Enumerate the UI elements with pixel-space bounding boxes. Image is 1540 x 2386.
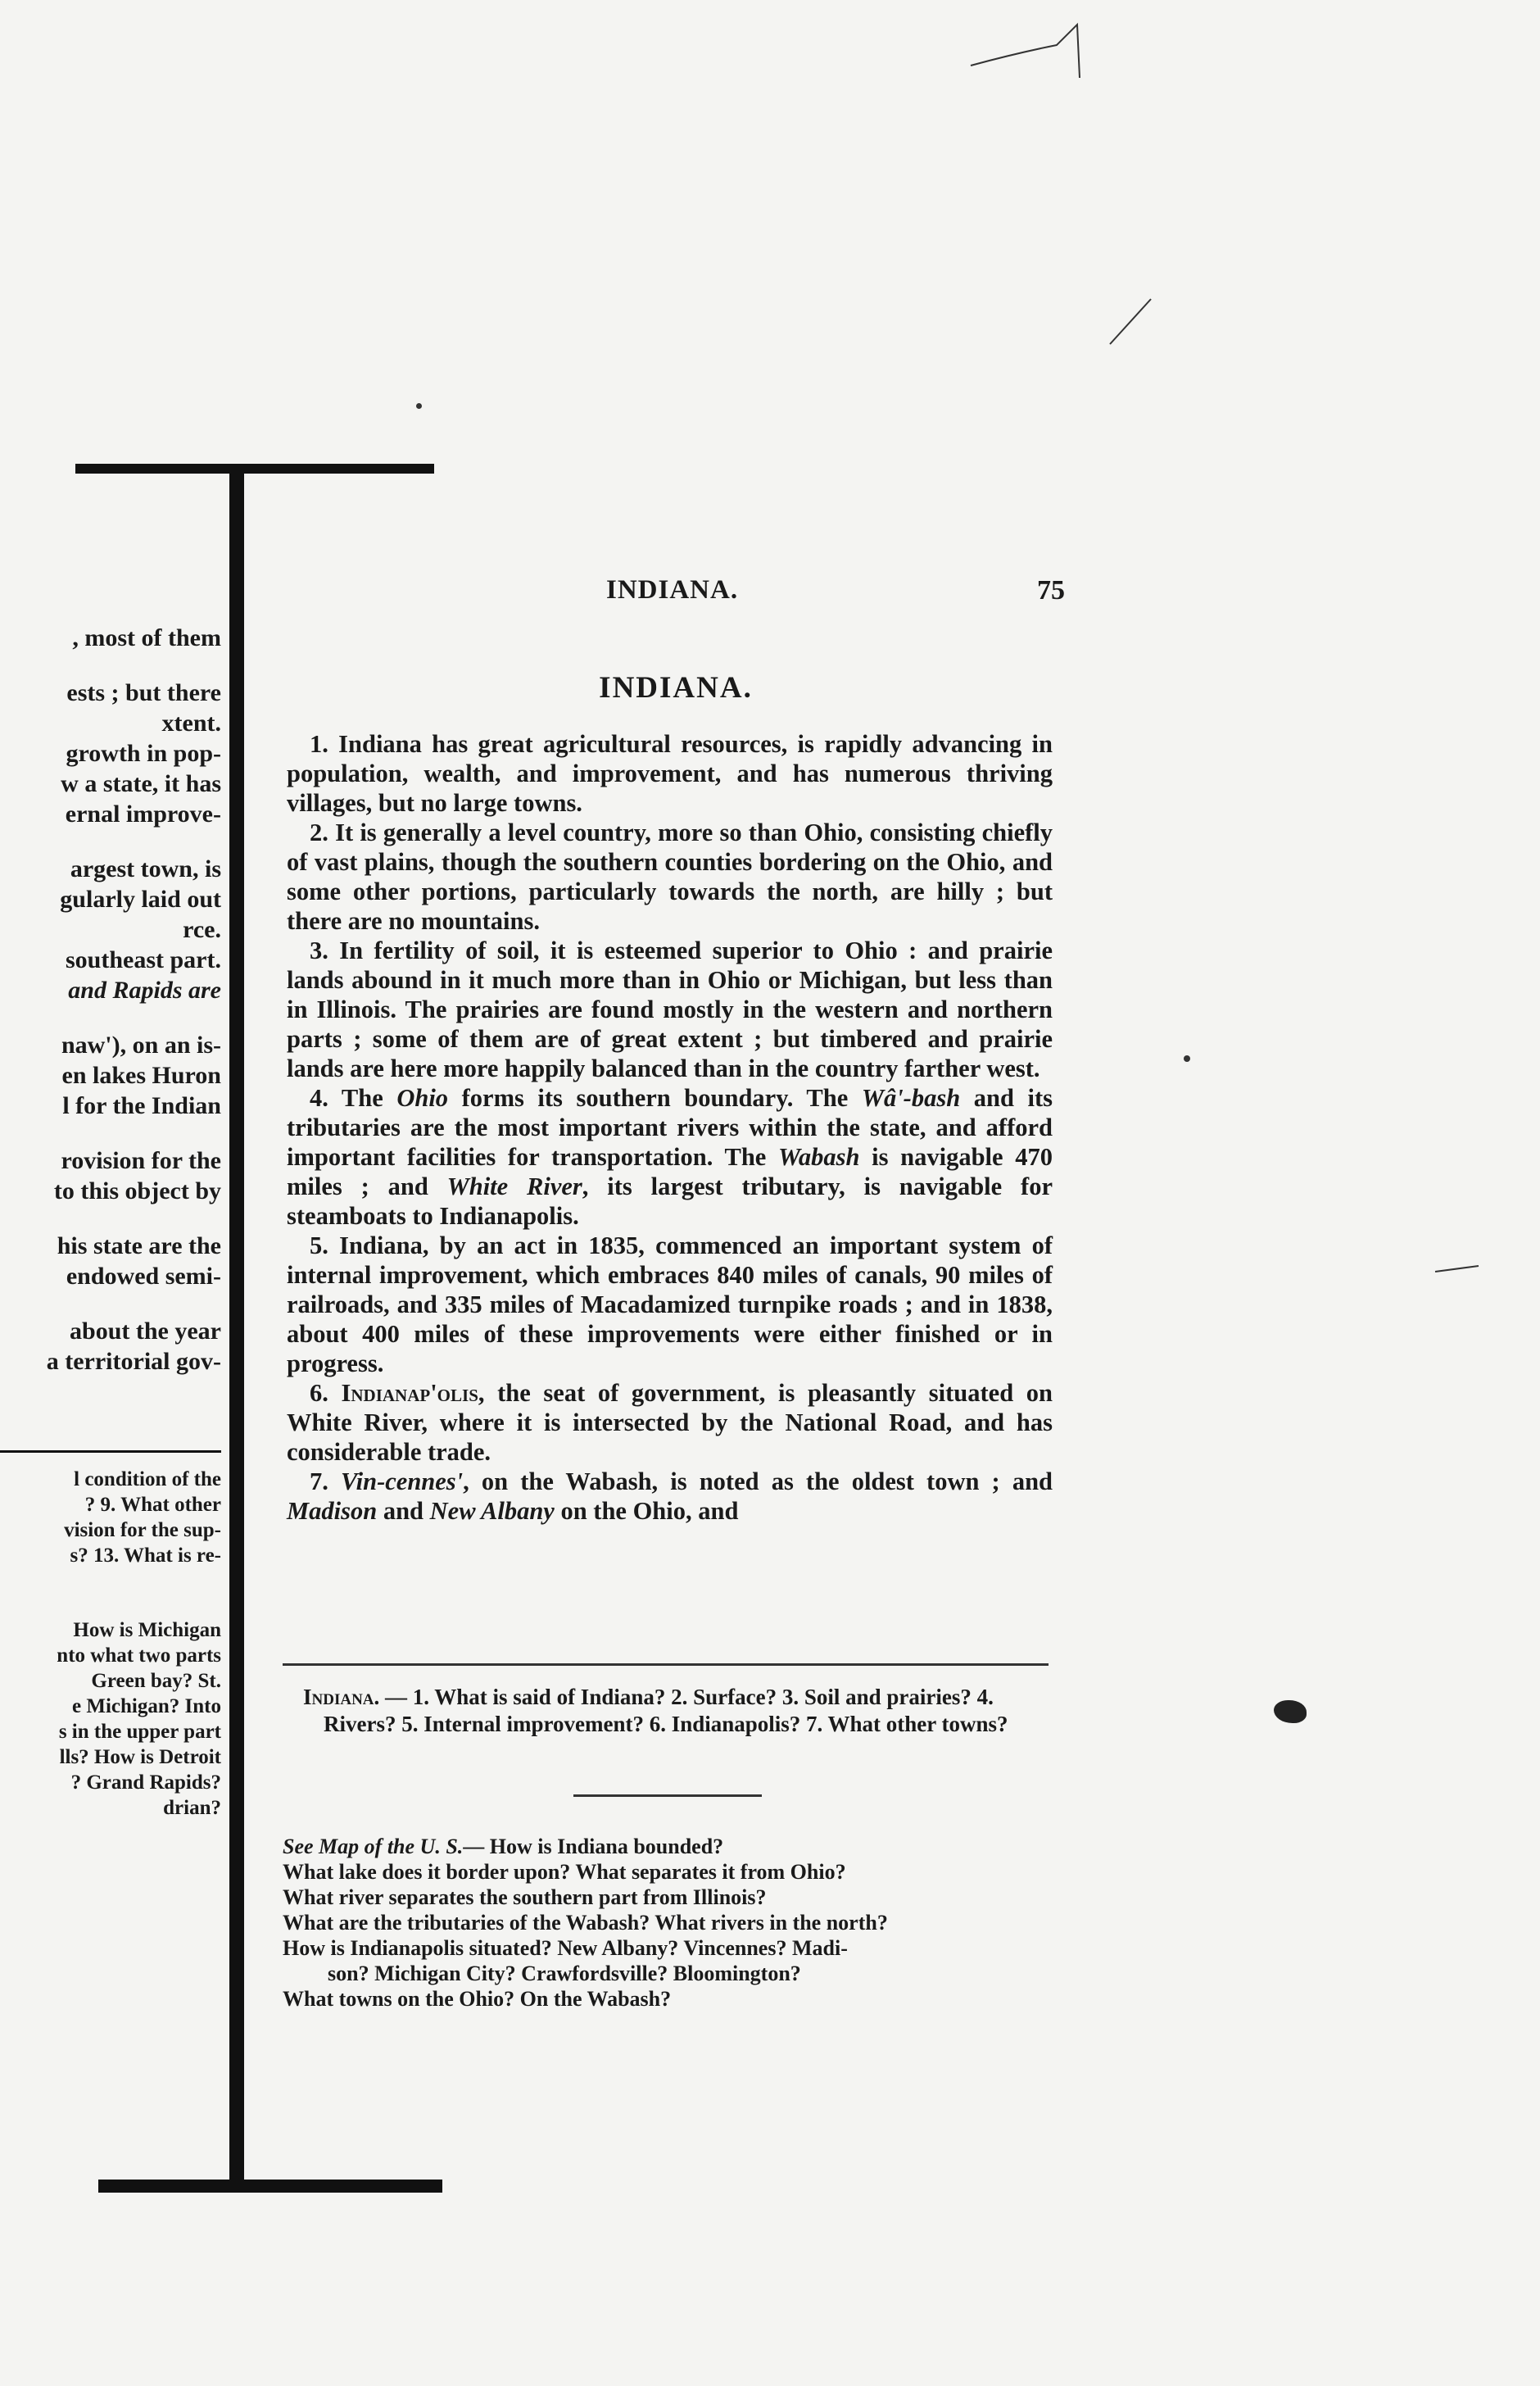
left-line: to this object by [53, 1177, 221, 1204]
left-column-rule [0, 1450, 221, 1453]
left-line: , most of them [72, 624, 221, 651]
left-line: a territorial gov- [46, 1348, 221, 1375]
paragraph-4: 4. The Ohio forms its southern boundary. The Wâ'-bash and its tributaries are the most important rivers within the state, and afford important facilities for transportation. The Wabash is navigable 470 miles ; and White River, its largest tributary, is navigable for steamboats to Indianapolis. [287, 1084, 1053, 1230]
left-question-line: drian? [163, 1797, 221, 1819]
scanner-bar-bottom [98, 2180, 442, 2193]
left-question-line: s in the upper part [58, 1721, 221, 1743]
page-number: 75 [1037, 575, 1065, 606]
left-line: and Rapids are [68, 977, 221, 1004]
map-question-line: See Map of the U. S.— How is Indiana bounded? [283, 1835, 724, 1858]
speck [416, 403, 422, 409]
left-question-line: s? 13. What is re- [70, 1545, 221, 1567]
body-text [287, 729, 1053, 1526]
review-questions [303, 1684, 1069, 1738]
paragraph-2: 2. It is generally a level country, more so than Ohio, consisting chiefly of vast plains, though the southern counties bordering on the Ohio, and some other portions, particularly towards the north, are hilly ; but there are no mountains. [287, 819, 1053, 935]
pencil-mark-dash [1434, 1262, 1483, 1278]
ink-blot [1274, 1700, 1307, 1723]
left-line: growth in pop- [66, 740, 221, 767]
left-question-line: How is Michigan [73, 1619, 221, 1641]
paragraph-5: 5. Indiana, by an act in 1835, commenced an important system of internal improvement, which embraces 840 miles of canals, 90 miles of railroads, and 335 miles of Macadamized turnpike roads ; and in 1838, about 400 miles of these improvements were either finished or in progress. [287, 1232, 1053, 1377]
left-line: southeast part. [65, 946, 221, 973]
left-line: xtent. [161, 710, 221, 737]
paragraph-1: 1. Indiana has great agricultural resources, is rapidly advancing in population, wealth, and improvement, and has numerous thriving villages, but no large towns. [287, 730, 1053, 817]
left-line: naw'), on an is- [61, 1032, 221, 1059]
left-question-line: e Michigan? Into [72, 1695, 221, 1717]
left-line: ests ; but there [66, 679, 221, 706]
map-question-line: What lake does it border upon? What separates it from Ohio? [283, 1860, 846, 1884]
section-rule [283, 1663, 1049, 1666]
left-question-line: l condition of the [74, 1468, 221, 1490]
questions-label: Indiana. [303, 1685, 380, 1709]
left-question-line: lls? How is Detroit [59, 1746, 221, 1768]
paragraph-3: 3. In fertility of soil, it is esteemed superior to Ohio : and prairie lands abound in it much more than in Ohio or Michigan, but less than in Illinois. The prairies are found mostly in the western and northern parts ; some of them are of great extent ; but timbered and prairie lands are here more happily balanced than in the country farther west. [287, 937, 1053, 1082]
map-question-line: son? Michigan City? Crawfordsville? Bloomington? [328, 1962, 801, 1985]
left-line: w a state, it has [61, 770, 221, 797]
map-question-line: What towns on the Ohio? On the Wabash? [283, 1987, 672, 2011]
left-line: about the year [70, 1318, 221, 1345]
left-question-line: ? Grand Rapids? [70, 1771, 221, 1794]
left-line: gularly laid out [60, 886, 221, 913]
map-question-line: What are the tributaries of the Wabash? What rivers in the north? [283, 1911, 888, 1935]
questions-text: — 1. What is said of Indiana? 2. Surface? 3. Soil and prairies? 4. Rivers? 5. Internal improvement? 6. Indianapolis? 7. What other towns? [324, 1685, 1008, 1736]
page-header [287, 575, 1065, 616]
left-page-questions [0, 1467, 221, 1821]
left-question-line: ? 9. What other [84, 1494, 221, 1516]
left-question-line: Green bay? St. [91, 1670, 221, 1692]
pencil-mark-top [967, 8, 1098, 82]
scanner-bar-top [75, 464, 434, 474]
left-question-line: vision for the sup- [64, 1519, 221, 1541]
left-line: ernal improve- [65, 801, 221, 828]
map-question-line: What river separates the southern part from Illinois? [283, 1885, 767, 1909]
page-title: INDIANA. [599, 671, 753, 705]
paragraph-7: 7. Vin-cennes', on the Wabash, is noted as the oldest town ; and Madison and New Albany on the Ohio, and [287, 1467, 1053, 1525]
left-line: his state are the [57, 1232, 221, 1259]
left-line: argest town, is [70, 855, 221, 882]
short-rule [573, 1794, 762, 1797]
map-question-line: How is Indianapolis situated? New Albany? Vincennes? Madi- [283, 1936, 848, 1960]
left-line: l for the Indian [62, 1092, 221, 1119]
pencil-mark-slash [1106, 295, 1155, 352]
left-line: rovision for the [61, 1147, 221, 1174]
left-page-text [0, 623, 221, 1377]
left-line: rce. [183, 916, 221, 943]
left-line: en lakes Huron [61, 1062, 221, 1089]
speck [1184, 1055, 1190, 1062]
left-line: endowed semi- [66, 1263, 221, 1290]
map-questions [283, 1834, 1061, 2012]
paragraph-6: 6. Indianap'olis, the seat of government, is pleasantly situated on White River, where it is intersected by the National Road, and has considerable trade. [287, 1379, 1053, 1466]
left-question-line: nto what two parts [57, 1644, 221, 1667]
running-head: INDIANA. [606, 575, 739, 605]
scanner-bar-vertical [229, 464, 244, 2189]
